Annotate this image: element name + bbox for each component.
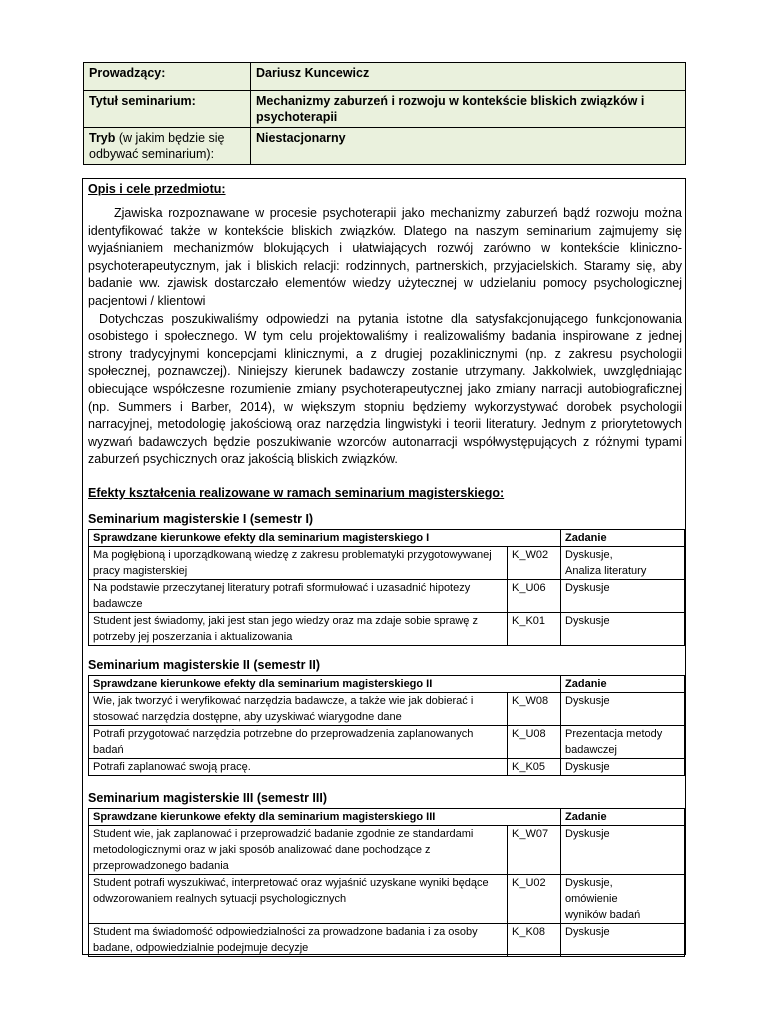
zadanie-cell: Dyskusje xyxy=(561,826,685,875)
efekt-cell: Ma pogłębioną i uporządkowaną wiedzę z zakresu problematyki przygotowywanej pracy magisterskiej xyxy=(89,547,508,580)
course-description-box xyxy=(82,178,686,955)
kod-cell: K_W02 xyxy=(508,547,561,580)
zadanie-cell: Prezentacja metody badawczej xyxy=(561,726,685,759)
opis-body xyxy=(88,205,682,469)
kod-cell: K_K01 xyxy=(508,613,561,646)
efekt-cell: Student wie, jak zaplanować i przeprowadzić badanie zgodnie ze standardami metodologicznymi oraz w jaki sposób analizować dane pochodzące z przeprowadzonego badania xyxy=(89,826,508,875)
kod-cell: K_W07 xyxy=(508,826,561,875)
header-efekty: Sprawdzane kierunkowe efekty dla seminarium magisterskiego III xyxy=(89,809,561,826)
kod-cell: K_U06 xyxy=(508,580,561,613)
header-zadanie: Zadanie xyxy=(561,676,685,693)
opis-paragraph-2: Dotychczas poszukiwaliśmy odpowiedzi na pytania istotne dla satysfakcjonującego funkcjonowania osobistego i społecznego. W tym celu projektowaliśmy i realizowaliśmy badania inspirowane z jednej strony tradycyjnymi koncepcjami klinicznymi, a z drugiej pozaklinicznymi (np. z zakresu psychologii społecznej, poznawczej). Niniejszy kierunek badawczy zostanie utrzymany. Jakkolwiek, uwzględniając obiecujące współczesne rozumienie zmiany psychoterapeutycznej jako zmiany narracji autobiograficznej (np. Summers i Barber, 2014), w większym stopniu będziemy wykorzystywać dorobek psychologii narracyjnej, metodologię jakościową oraz narzędzia lingwistyki i teorii literatury. Jednym z priorytetowych wyzwań badawczych będzie poszukiwanie wzorców autonarracji współwystępujących z różnymi typami zaburzeń psychicznych oraz jakością bliskich związków. xyxy=(88,311,682,467)
efekt-cell: Student potrafi wyszukiwać, interpretować oraz wyjaśnić uzyskane wyniki będące odwzorowaniem realnych sytuacji psychologicznych xyxy=(89,875,508,924)
seminar-3-title: Seminarium magisterskie III (semestr III) xyxy=(88,791,327,805)
table-row xyxy=(89,726,685,759)
kod-cell: K_U02 xyxy=(508,875,561,924)
tryb-value: Niestacjonarny xyxy=(251,128,686,165)
prowadzacy-label: Prowadzący: xyxy=(84,63,251,91)
efekt-cell: Student ma świadomość odpowiedzialności za prowadzone badania i za osoby badane, odpowiedzialnie podejmuje decyzje xyxy=(89,924,508,957)
table-row xyxy=(89,580,685,613)
table-row xyxy=(89,613,685,646)
table-row xyxy=(89,924,685,957)
tryb-label-bold: Tryb xyxy=(89,131,116,145)
table-row xyxy=(89,875,685,924)
opis-paragraph-1: Zjawiska rozpoznawane w procesie psychoterapii jako mechanizmy zaburzeń bądź rozwoju można identyfikować także w kontekście bliskich związków. Dlatego na naszym seminarium zajmujemy się wyjaśnianiem mechanizmów blokujących i ułatwiających rozwój zarówno w kontekście kliniczno-psychoterapeutycznym, jak i bliskich relacji: rodzinnych, partnerskich, przyjacielskich. Staramy się, aby badanie ww. zjawisk dostarczało elementów wiedzy użytecznej w udzielaniu pomocy psychologicznej pacjentowi / klientowi xyxy=(88,206,682,308)
seminar-info-table xyxy=(83,62,686,165)
kod-cell: K_K05 xyxy=(508,759,561,776)
tryb-label-rest: (w jakim będzie się odbywać seminarium): xyxy=(89,131,225,161)
kod-cell: K_U08 xyxy=(508,726,561,759)
table-header-row xyxy=(89,676,685,693)
efekt-cell: Student jest świadomy, jaki jest stan jego wiedzy oraz ma zdaje sobie sprawę z potrzeby jej poszerzania i aktualizowania xyxy=(89,613,508,646)
info-row-tryb xyxy=(84,128,686,165)
seminar-1-table xyxy=(88,529,685,646)
tytul-value: Mechanizmy zaburzeń i rozwoju w kontekście bliskich związków i psychoterapii xyxy=(251,91,686,128)
zadanie-cell: Dyskusje xyxy=(561,580,685,613)
opis-heading: Opis i cele przedmiotu: xyxy=(88,182,226,196)
info-row-tytul xyxy=(84,91,686,128)
table-row xyxy=(89,693,685,726)
zadanie-cell: Dyskusje xyxy=(561,613,685,646)
efekt-cell: Potrafi przygotować narzędzia potrzebne do przeprowadzenia zaplanowanych badań xyxy=(89,726,508,759)
seminar-2-title: Seminarium magisterskie II (semestr II) xyxy=(88,658,321,672)
zadanie-cell: Dyskusje, Analiza literatury xyxy=(561,547,685,580)
seminar-2-table xyxy=(88,675,685,776)
header-zadanie: Zadanie xyxy=(561,530,685,547)
table-row xyxy=(89,759,685,776)
zadanie-cell: Dyskusje xyxy=(561,924,685,957)
zadanie-cell: Dyskusje xyxy=(561,693,685,726)
efekt-cell: Na podstawie przeczytanej literatury potrafi sformułować i uzasadnić hipotezy badawcze xyxy=(89,580,508,613)
kod-cell: K_K08 xyxy=(508,924,561,957)
tytul-label: Tytuł seminarium: xyxy=(84,91,251,128)
zadanie-cell: Dyskusje xyxy=(561,759,685,776)
header-zadanie: Zadanie xyxy=(561,809,685,826)
kod-cell: K_W08 xyxy=(508,693,561,726)
table-header-row xyxy=(89,530,685,547)
table-row xyxy=(89,826,685,875)
header-efekty: Sprawdzane kierunkowe efekty dla seminarium magisterskiego II xyxy=(89,676,561,693)
header-efekty: Sprawdzane kierunkowe efekty dla seminarium magisterskiego I xyxy=(89,530,561,547)
seminar-1-title: Seminarium magisterskie I (semestr I) xyxy=(88,512,314,526)
tryb-label xyxy=(84,128,251,165)
zadanie-cell: Dyskusje, omówienie wyników badań xyxy=(561,875,685,924)
efekt-cell: Potrafi zaplanować swoją pracę. xyxy=(89,759,508,776)
table-header-row xyxy=(89,809,685,826)
info-row-prowadzacy xyxy=(84,63,686,91)
efekt-cell: Wie, jak tworzyć i weryfikować narzędzia badawcze, a także wie jak dobierać i stosować narzędzia dostępne, aby uzyskiwać wiarygodne dane xyxy=(89,693,508,726)
prowadzacy-value: Dariusz Kuncewicz xyxy=(251,63,686,91)
table-row xyxy=(89,547,685,580)
efekty-heading: Efekty kształcenia realizowane w ramach seminarium magisterskiego: xyxy=(88,486,505,500)
seminar-3-table xyxy=(88,808,685,957)
